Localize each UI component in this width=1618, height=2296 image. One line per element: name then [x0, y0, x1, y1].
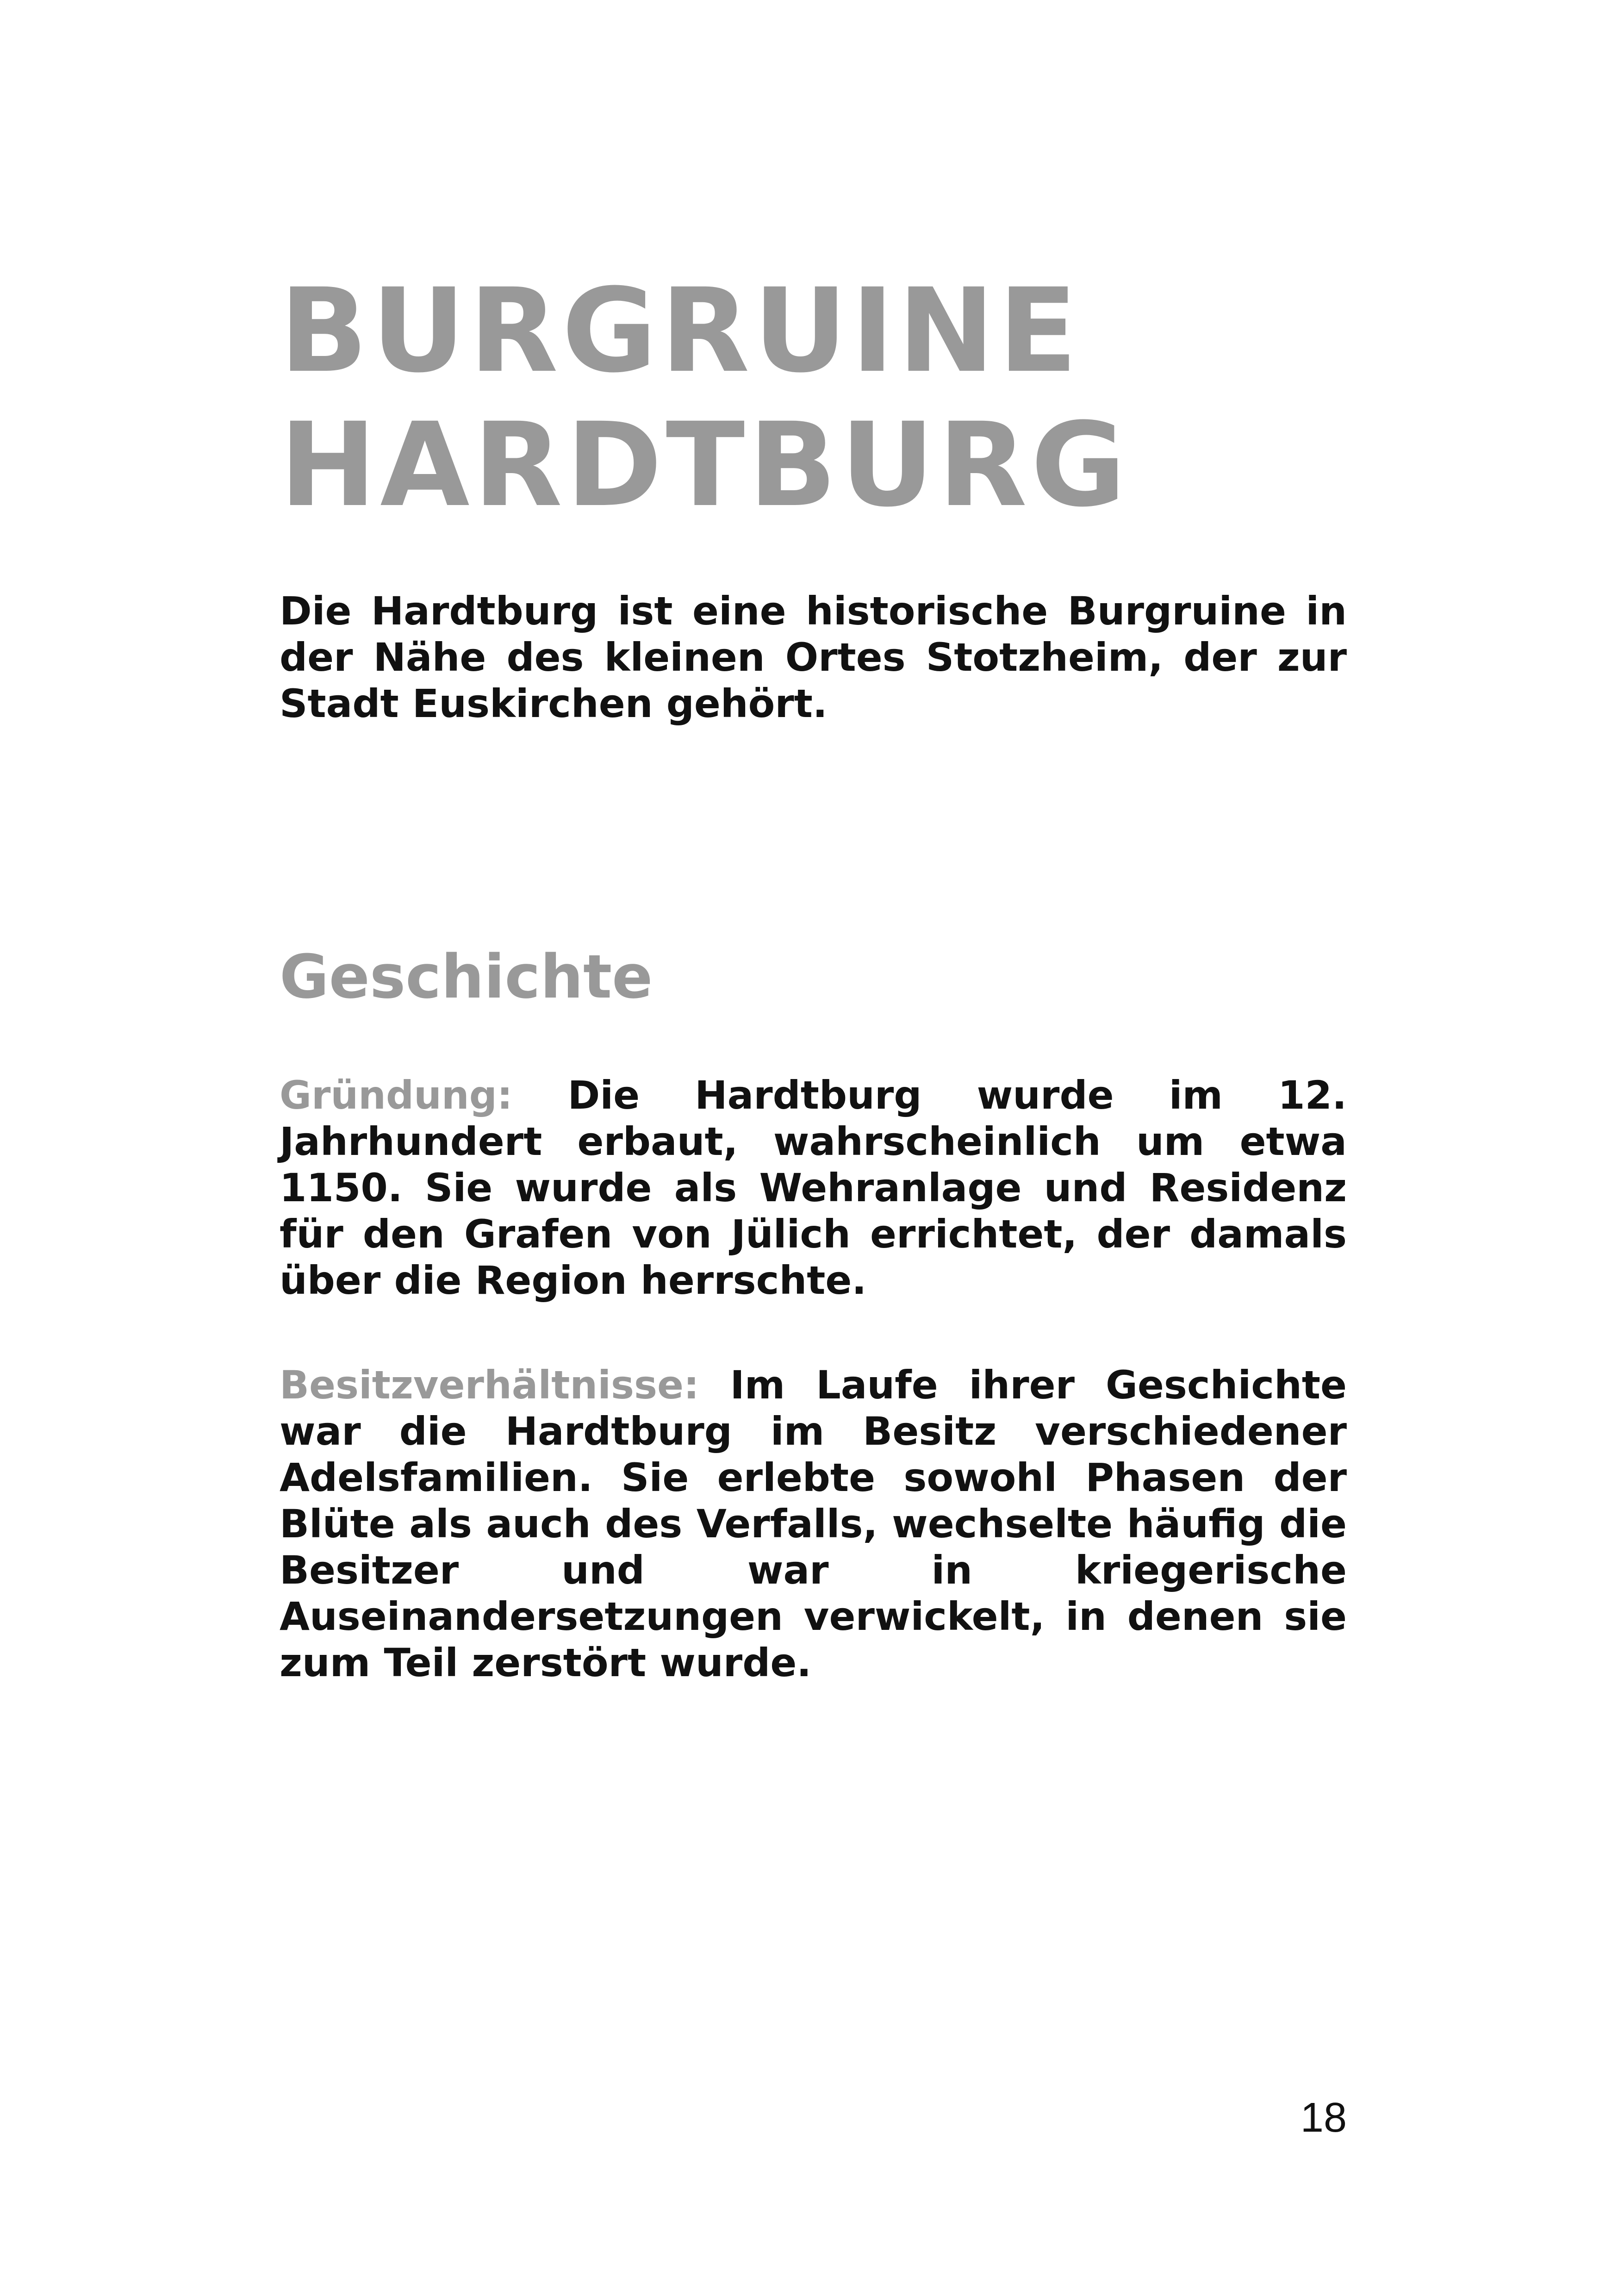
title-line-1: BURGRUINE	[280, 263, 1081, 398]
section-heading: Geschichte	[280, 942, 653, 1012]
ownership-paragraph	[280, 1362, 1347, 1686]
title-line-2: HARDTBURG	[280, 398, 1130, 532]
founding-label: Gründung:	[280, 1073, 513, 1118]
founding-text: Die Hardtburg wurde im 12. Jahrhundert erbaut, wahrscheinlich um etwa 1150. Sie wurde als Wehranlage und Residenz für den Grafen von Jülich errichtet, der damals über die Region herrschte.	[280, 1073, 1347, 1303]
page-number: 18	[1300, 2095, 1347, 2141]
intro-paragraph: Die Hardtburg ist eine historische Burgruine in der Nähe des kleinen Ortes Stotzheim, der zur Stadt Euskirchen gehört.	[280, 588, 1347, 726]
ownership-label: Besitzverhältnisse:	[280, 1362, 699, 1408]
page-title	[280, 264, 1483, 532]
ownership-text: Im Laufe ihrer Geschichte war die Hardtburg im Besitz verschiedener Adelsfamilien. Sie erlebte sowohl Phasen der Blüte als auch des Verfalls, wechselte häufig die Besitzer und war in kriegerische Auseinandersetzungen verwickelt, in denen sie zum Teil zerstört wurde.	[280, 1362, 1347, 1685]
founding-paragraph	[280, 1072, 1347, 1304]
